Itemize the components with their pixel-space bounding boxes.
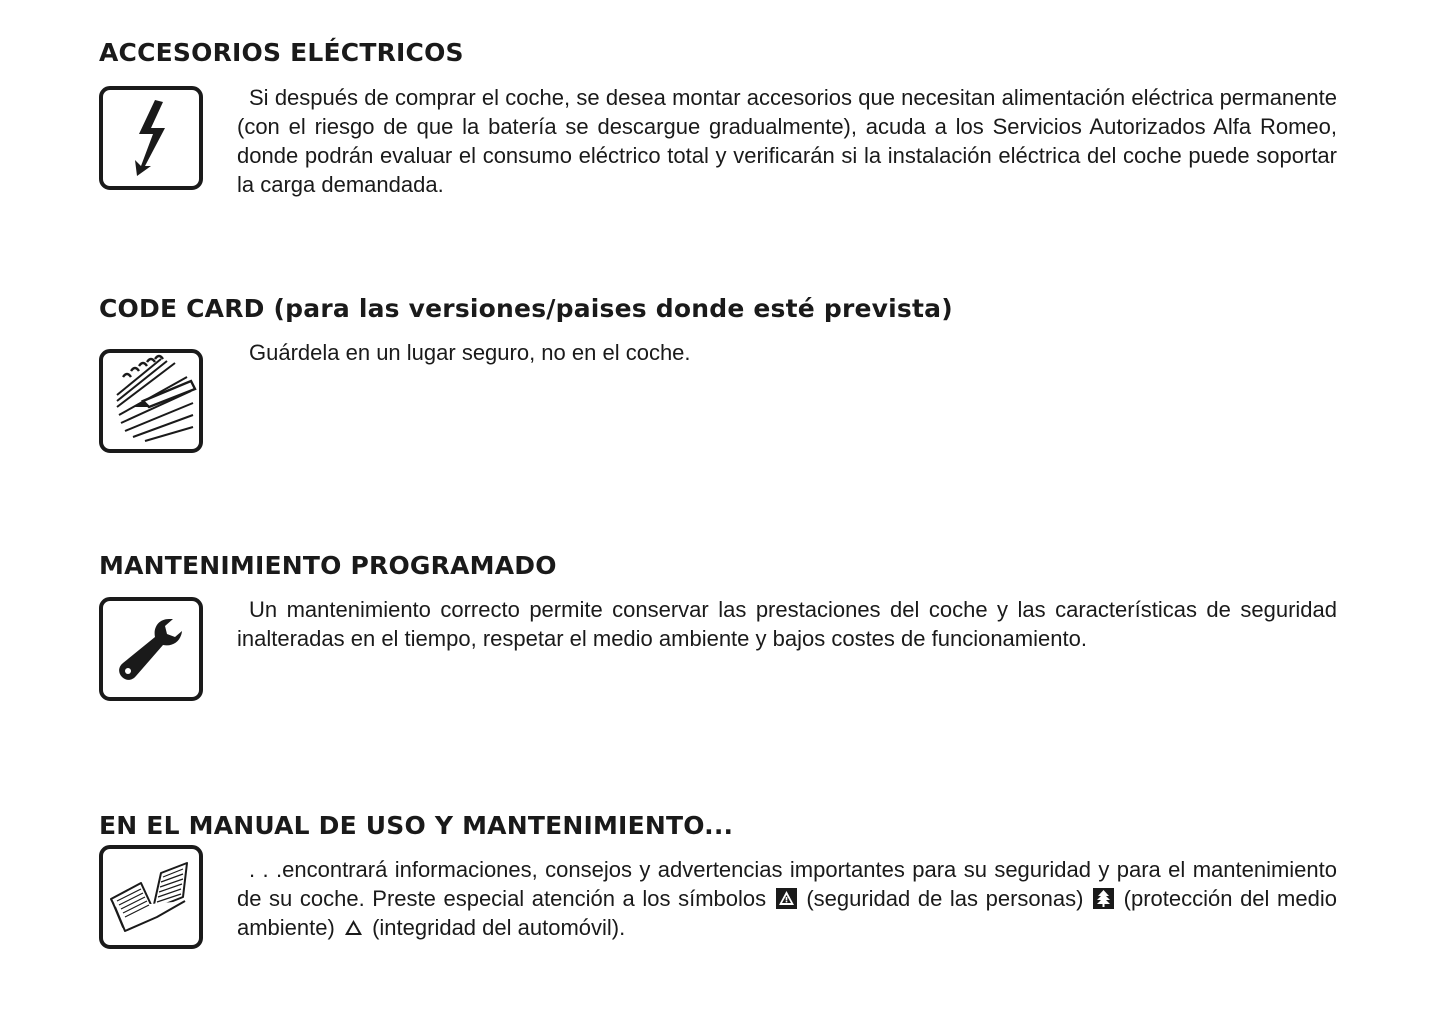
open-book-icon xyxy=(99,845,203,949)
warning-outline-icon xyxy=(343,917,364,938)
section-heading: CODE CARD (para las versiones/paises donde esté prevista) xyxy=(99,294,953,323)
section-body-text: . . .encontrará informaciones, consejos y advertencias importantes para su seguridad y para el mantenimiento de su coche. Preste especial atención a los símbolos (seguridad de las personas) (protección del medio ambiente) (integridad del automóvil). xyxy=(237,857,1337,940)
section-body-text: Guárdela en un lugar seguro, no en el coche. xyxy=(249,340,691,365)
section-heading: EN EL MANUAL DE USO Y MANTENIMIENTO... xyxy=(99,811,734,840)
section-body-text: Si después de comprar el coche, se desea montar accesorios que necesitan alimentación eléctrica permanente (con el riesgo de que la batería se descargue gradualmente), acuda a los Servicios Autorizados Alfa Romeo, donde podrán evaluar el consumo eléctrico total y verificarán si la instalación eléctrica del coche puede soportar la carga demandada. xyxy=(237,85,1337,197)
notepad-pen-icon xyxy=(99,349,203,453)
wrench-icon xyxy=(99,597,203,701)
section-heading: ACCESORIOS ELÉCTRICOS xyxy=(99,38,464,67)
section-heading: MANTENIMIENTO PROGRAMADO xyxy=(99,551,557,580)
section-body-text: Un mantenimiento correcto permite conservar las prestaciones del coche y las características de seguridad inalteradas en el tiempo, respetar el medio ambiente y bajos costes de funcionamiento. xyxy=(237,597,1337,651)
lightning-icon xyxy=(99,86,203,190)
environment-icon xyxy=(1093,888,1114,909)
warning-filled-icon xyxy=(776,888,797,909)
